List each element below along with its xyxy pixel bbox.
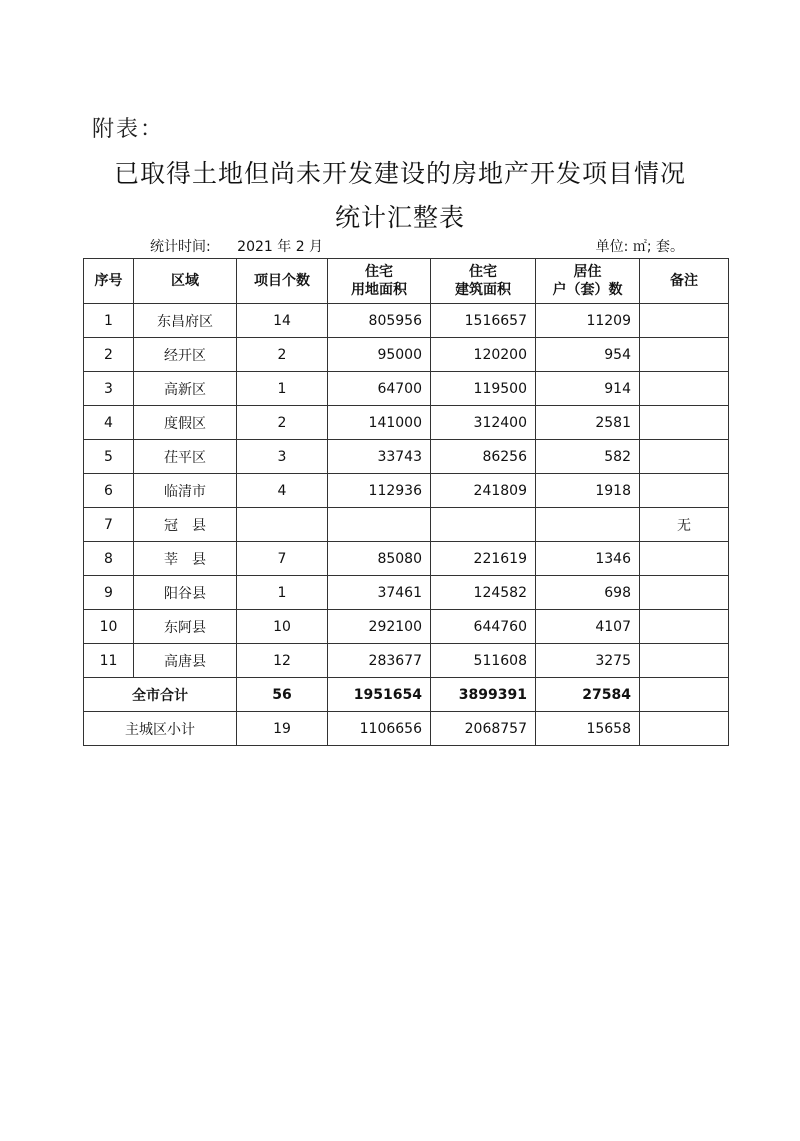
header-seq: 序号 (84, 259, 134, 304)
cell-seq: 2 (84, 338, 134, 372)
subtotal-row (84, 712, 729, 746)
table-header-row (84, 259, 729, 304)
cell-land-area: 292100 (328, 610, 431, 644)
cell-households: 954 (536, 338, 640, 372)
cell-land-area: 64700 (328, 372, 431, 406)
subtotal-count: 19 (237, 712, 328, 746)
cell-build-area: 120200 (431, 338, 536, 372)
cell-seq: 5 (84, 440, 134, 474)
total-label: 全市合计 (84, 678, 237, 712)
subtotal-label: 主城区小计 (84, 712, 237, 746)
attachment-label: 附表： (92, 117, 165, 142)
cell-build-area: 312400 (431, 406, 536, 440)
table-row (84, 542, 729, 576)
cell-land-area: 33743 (328, 440, 431, 474)
cell-region: 茌平区 (134, 440, 237, 474)
cell-land-area (328, 508, 431, 542)
cell-build-area: 644760 (431, 610, 536, 644)
cell-land-area: 95000 (328, 338, 431, 372)
cell-land-area: 37461 (328, 576, 431, 610)
cell-region: 阳谷县 (134, 576, 237, 610)
cell-land-area: 112936 (328, 474, 431, 508)
cell-count: 2 (237, 338, 328, 372)
cell-land-area: 805956 (328, 304, 431, 338)
cell-households: 1918 (536, 474, 640, 508)
cell-count: 10 (237, 610, 328, 644)
cell-note (640, 304, 729, 338)
cell-households: 914 (536, 372, 640, 406)
unit-label: 单位: ㎡; 套。 (595, 239, 684, 255)
cell-count: 3 (237, 440, 328, 474)
table-row (84, 372, 729, 406)
cell-seq: 7 (84, 508, 134, 542)
cell-region: 临清市 (134, 474, 237, 508)
cell-note (640, 406, 729, 440)
subtotal-build-area: 2068757 (431, 712, 536, 746)
table-row (84, 610, 729, 644)
cell-note (640, 542, 729, 576)
cell-region: 度假区 (134, 406, 237, 440)
cell-households: 1346 (536, 542, 640, 576)
statistics-table (83, 258, 729, 746)
cell-seq: 11 (84, 644, 134, 678)
cell-households: 698 (536, 576, 640, 610)
cell-seq: 4 (84, 406, 134, 440)
subtotal-households: 15658 (536, 712, 640, 746)
total-note (640, 678, 729, 712)
cell-region: 高新区 (134, 372, 237, 406)
cell-seq: 9 (84, 576, 134, 610)
header-households-line1: 居住 (573, 264, 602, 280)
cell-households (536, 508, 640, 542)
cell-note (640, 644, 729, 678)
cell-note (640, 474, 729, 508)
cell-note (640, 338, 729, 372)
table-row (84, 338, 729, 372)
table-row (84, 304, 729, 338)
total-count: 56 (237, 678, 328, 712)
cell-land-area: 283677 (328, 644, 431, 678)
stat-time-label: 统计时间: (150, 239, 211, 255)
cell-region: 高唐县 (134, 644, 237, 678)
cell-land-area: 85080 (328, 542, 431, 576)
cell-note (640, 440, 729, 474)
header-build-area-line1: 住宅 (469, 264, 497, 280)
cell-note: 无 (640, 508, 729, 542)
cell-households: 582 (536, 440, 640, 474)
table-row (84, 508, 729, 542)
table-row (84, 576, 729, 610)
cell-seq: 10 (84, 610, 134, 644)
cell-count: 12 (237, 644, 328, 678)
cell-note (640, 610, 729, 644)
cell-build-area: 221619 (431, 542, 536, 576)
cell-region: 东昌府区 (134, 304, 237, 338)
cell-build-area (431, 508, 536, 542)
total-land-area: 1951654 (328, 678, 431, 712)
cell-count (237, 508, 328, 542)
cell-build-area: 1516657 (431, 304, 536, 338)
cell-count: 14 (237, 304, 328, 338)
header-land-area-line2: 用地面积 (351, 282, 407, 298)
cell-count: 1 (237, 576, 328, 610)
table-row (84, 474, 729, 508)
header-build-area (431, 259, 536, 304)
cell-households: 2581 (536, 406, 640, 440)
cell-build-area: 119500 (431, 372, 536, 406)
cell-build-area: 124582 (431, 576, 536, 610)
cell-count: 1 (237, 372, 328, 406)
header-households-line2: 户（套）数 (552, 282, 623, 298)
cell-build-area: 511608 (431, 644, 536, 678)
subtotal-note (640, 712, 729, 746)
document-subtitle: 统计汇整表 (334, 203, 465, 232)
cell-build-area: 86256 (431, 440, 536, 474)
header-land-area-line1: 住宅 (365, 264, 393, 280)
total-row (84, 678, 729, 712)
cell-count: 4 (237, 474, 328, 508)
cell-note (640, 372, 729, 406)
header-land-area (328, 259, 431, 304)
cell-region: 冠 县 (134, 508, 237, 542)
cell-households: 11209 (536, 304, 640, 338)
table-row (84, 644, 729, 678)
subtotal-land-area: 1106656 (328, 712, 431, 746)
header-count: 项目个数 (237, 259, 328, 304)
cell-seq: 3 (84, 372, 134, 406)
cell-land-area: 141000 (328, 406, 431, 440)
cell-seq: 6 (84, 474, 134, 508)
cell-region: 经开区 (134, 338, 237, 372)
cell-seq: 1 (84, 304, 134, 338)
cell-region: 东阿县 (134, 610, 237, 644)
header-region: 区域 (134, 259, 237, 304)
cell-count: 2 (237, 406, 328, 440)
cell-region: 莘 县 (134, 542, 237, 576)
cell-households: 3275 (536, 644, 640, 678)
cell-seq: 8 (84, 542, 134, 576)
cell-build-area: 241809 (431, 474, 536, 508)
cell-count: 7 (237, 542, 328, 576)
header-households (536, 259, 640, 304)
header-note: 备注 (640, 259, 729, 304)
document-title: 已取得土地但尚未开发建设的房地产开发项目情况 (113, 159, 686, 188)
header-build-area-line2: 建筑面积 (455, 282, 511, 298)
cell-households: 4107 (536, 610, 640, 644)
cell-note (640, 576, 729, 610)
stat-time (150, 236, 323, 256)
table-row (84, 440, 729, 474)
total-build-area: 3899391 (431, 678, 536, 712)
total-households: 27584 (536, 678, 640, 712)
stat-time-value: 2021 年 2 月 (237, 239, 324, 255)
table-row (84, 406, 729, 440)
